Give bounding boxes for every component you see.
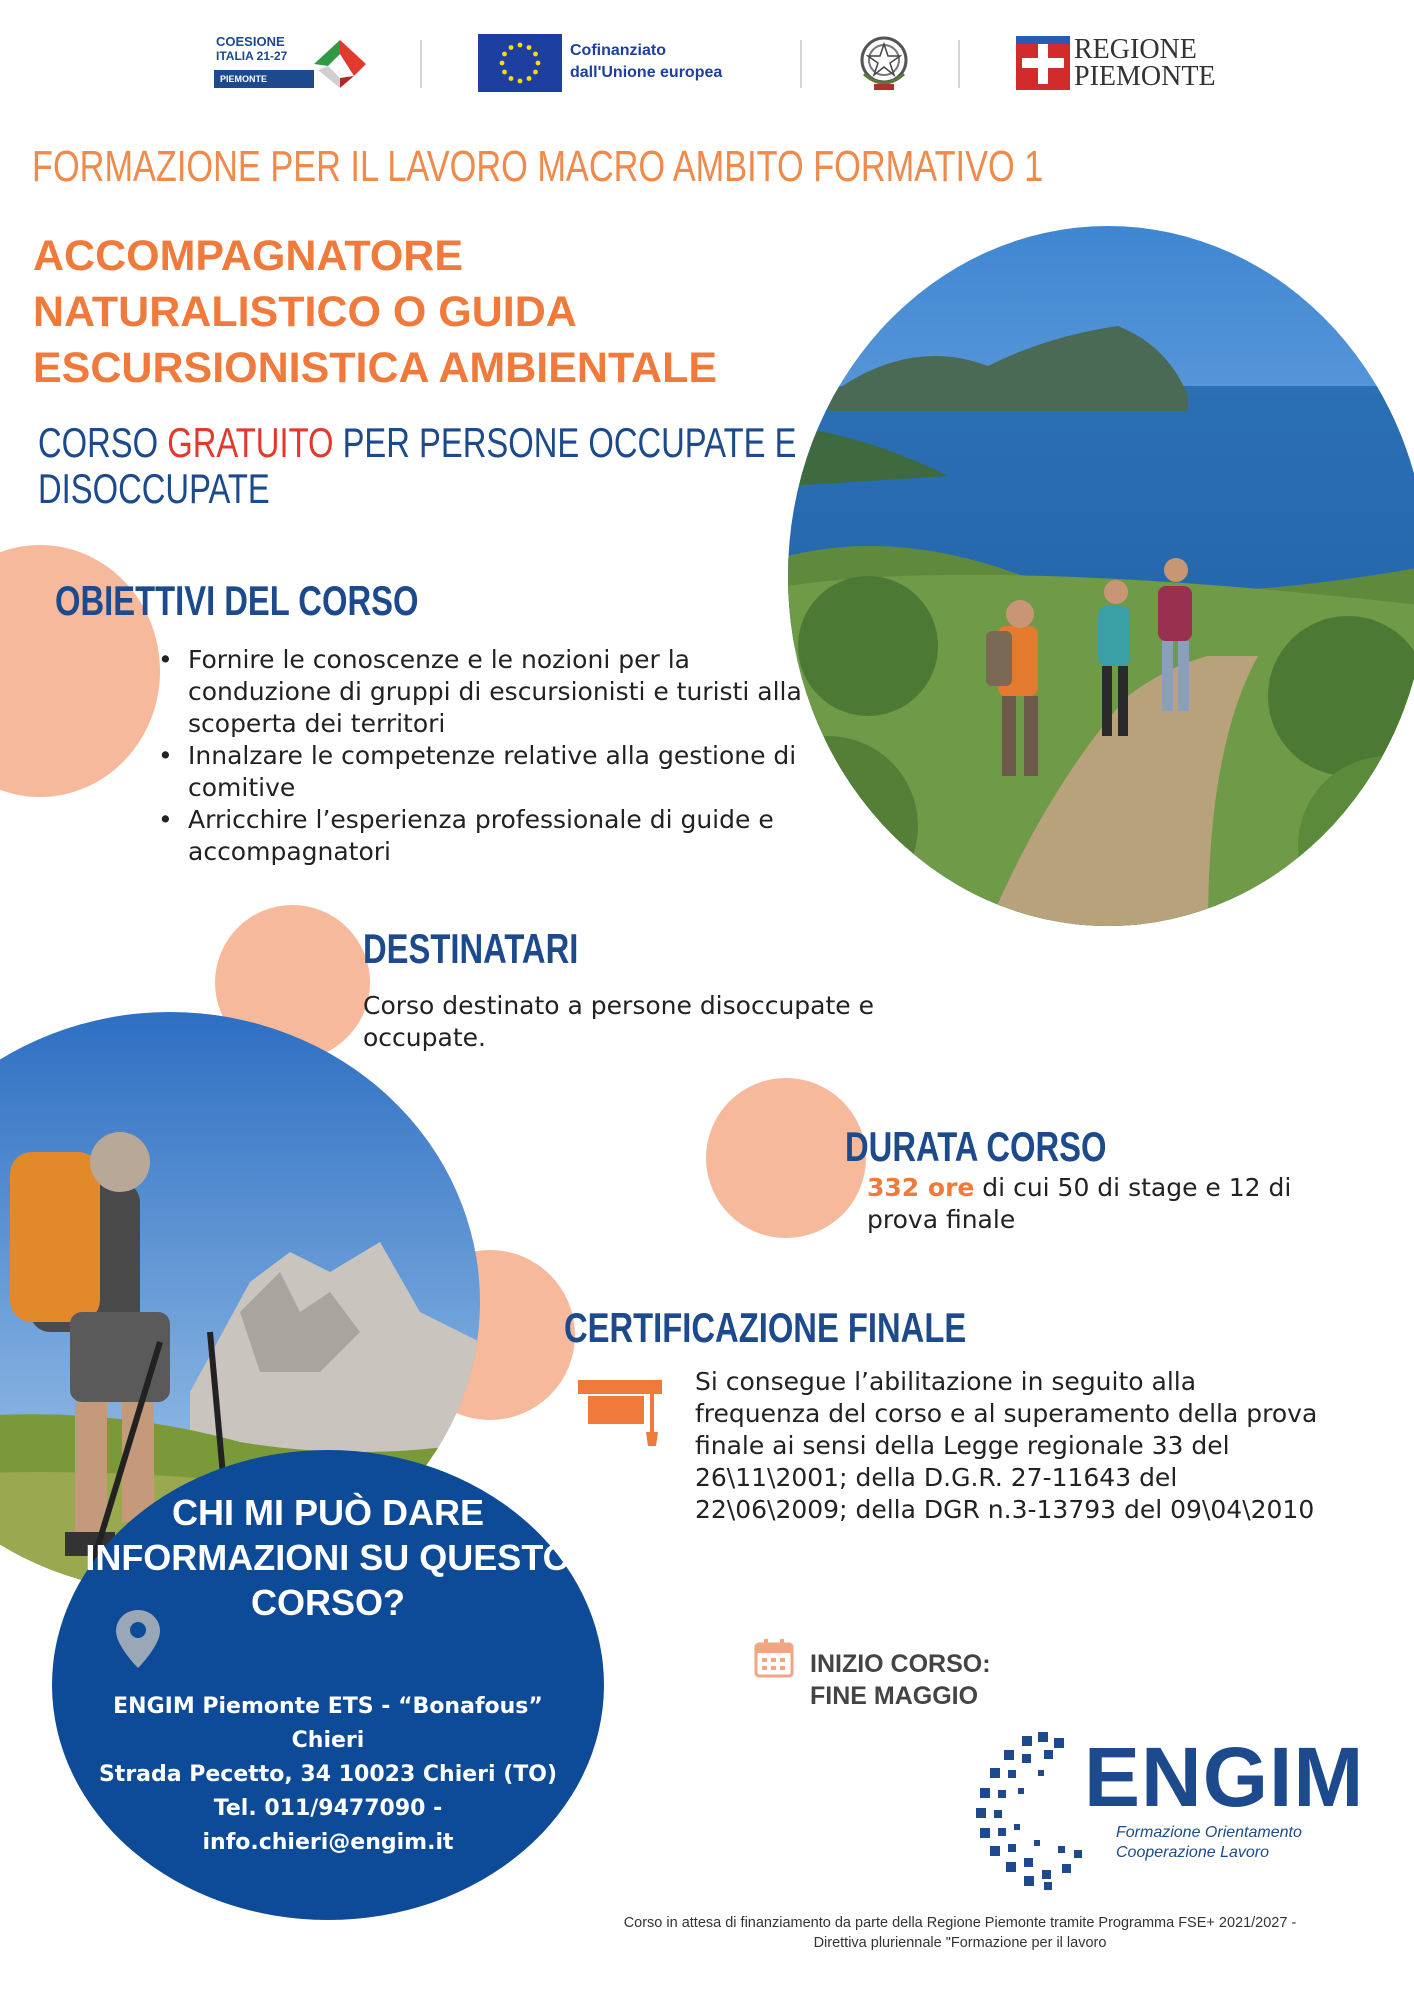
start-date-line1: INIZIO CORSO:: [810, 1650, 991, 1678]
coastal-hike-image: [788, 226, 1414, 926]
info-heading-line: CHI MI PUÒ DARE: [171, 1492, 484, 1533]
footer-line2: Direttiva pluriennale "Formazione per il lavoro: [813, 1935, 1107, 1951]
logo-coesione-line1: COESIONE: [216, 34, 285, 49]
objectives-list: [158, 644, 808, 868]
location-pin-icon: [116, 1610, 160, 1668]
logo-coesione: [212, 32, 372, 94]
start-date-line2: FINE MAGGIO: [810, 1682, 979, 1710]
logo-eu-text1: Cofinanziato: [570, 42, 666, 59]
header-separator: [958, 40, 960, 88]
subtitle-gratuito: GRATUITO: [167, 419, 334, 466]
objective-item: • Innalzare le competenze relative alla gestione di comitive: [188, 740, 808, 804]
logo-coesione-region: PIEMONTE: [214, 70, 314, 88]
contact-email: info.chieri@engim.it: [202, 1830, 454, 1855]
contact-phone: Tel. 011/9477090 -: [213, 1796, 443, 1821]
durata-text: [867, 1172, 1367, 1236]
engim-name: ENGIM: [1084, 1730, 1365, 1824]
course-subtitle-line1: [38, 420, 796, 466]
durata-detail: di cui 50 di stage e 12 di prova finale: [867, 1173, 1292, 1234]
macro-title: FORMAZIONE PER IL LAVORO MACRO AMBITO FORMATIVO 1: [32, 142, 1044, 191]
logo-regione-line1: REGIONE: [1074, 34, 1197, 65]
course-title-line: NATURALISTICO O GUIDA: [33, 288, 577, 336]
info-heading: [52, 1490, 604, 1625]
logo-eu: [478, 34, 758, 94]
header-separator: [800, 40, 802, 88]
durata-heading: DURATA CORSO: [845, 1123, 1107, 1170]
graduation-cap-icon: [578, 1380, 662, 1448]
calendar-icon: [754, 1638, 794, 1678]
coesione-tricolor-icon: [310, 36, 370, 92]
certificazione-text: Si consegue l’abilitazione in seguito alla frequenza del corso e al superamento della prova finale ai sensi della Legge regionale 33 del 26\11\2001; della D.G.R. 27-11643 del 22\06\2009; della DGR n.3-13793 del 09\04\2010: [695, 1367, 1318, 1524]
subtitle-part2: PER PERSONE OCCUPATE E: [333, 419, 797, 466]
start-date: [810, 1648, 991, 1712]
decor-circle: [706, 1078, 866, 1238]
objective-item: • Arricchire l’esperienza professionale di guide e accompagnatori: [188, 804, 808, 868]
contact-line: Chieri: [291, 1728, 365, 1753]
italian-emblem-icon: [856, 30, 912, 94]
header-separator: [420, 40, 422, 88]
eu-flag-icon: [478, 34, 562, 92]
coastal-hike-photo: [788, 226, 1414, 926]
logo-regione-piemonte: [1016, 34, 1216, 92]
footer-note: [520, 1913, 1400, 1953]
info-contact-circle: [52, 1450, 604, 1920]
course-subtitle-line2: DISOCCUPATE: [38, 465, 270, 512]
footer-line1: Corso in attesa di finanziamento da parte della Regione Piemonte tramite Programma FSE+ 2021/2027 -: [623, 1915, 1297, 1931]
engim-tagline1: Formazione Orientamento: [1116, 1824, 1302, 1841]
logo-coesione-line2: ITALIA 21-27: [216, 49, 288, 63]
contact-line: ENGIM Piemonte ETS - “Bonafous”: [113, 1694, 543, 1719]
subtitle-part1: CORSO: [38, 419, 168, 466]
course-title: [33, 228, 717, 396]
contact-block: [52, 1690, 604, 1860]
contact-line: Strada Pecetto, 34 10023 Chieri (TO): [98, 1762, 558, 1787]
course-subtitle: [38, 420, 796, 512]
engim-tagline2: Cooperazione Lavoro: [1116, 1844, 1269, 1861]
info-heading-line: INFORMAZIONI SU QUESTO: [85, 1537, 571, 1578]
certificazione-heading: CERTIFICAZIONE FINALE: [564, 1304, 967, 1351]
logo-regione-line2: PIEMONTE: [1074, 61, 1216, 92]
durata-hours: 332 ore: [867, 1173, 975, 1202]
objectives-heading: OBIETTIVI DEL CORSO: [55, 577, 419, 624]
logo-eu-text2: dall'Unione europea: [570, 64, 723, 81]
info-heading-line: CORSO?: [250, 1582, 405, 1623]
objective-item: • Fornire le conoscenze e le nozioni per la conduzione di gruppi di escursionisti e turisti alla scoperta dei territori: [188, 644, 808, 740]
destinatari-heading: DESTINATARI: [363, 925, 579, 972]
engim-logo: [962, 1730, 1365, 1890]
destinatari-text: Corso destinato a persone disoccupate e occupate.: [363, 991, 874, 1052]
course-title-line: ESCURSIONISTICA AMBIENTALE: [33, 344, 718, 392]
piemonte-shield-icon: [1016, 36, 1070, 90]
course-title-line: ACCOMPAGNATORE: [33, 232, 463, 280]
